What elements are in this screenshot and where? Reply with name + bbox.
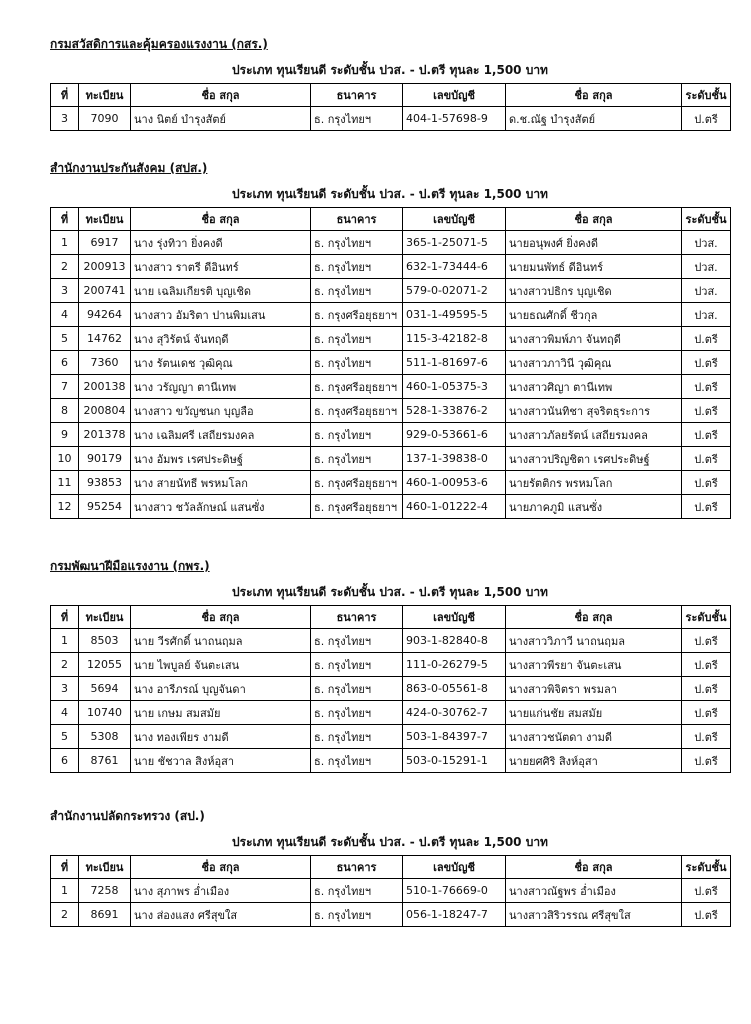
col-student-name-cell: นางสาวณัฐพร อ่ำเมือง (506, 879, 682, 903)
col-student-name-cell: นายธณศักดิ์ ชีวกุล (506, 303, 682, 327)
col-level-header: ระดับชั้น (682, 84, 731, 107)
col-account-cell: 111-0-26279-5 (403, 653, 506, 677)
col-level-cell: ป.ตรี (682, 903, 731, 927)
col-reg-cell: 6917 (79, 231, 131, 255)
col-level-cell: ป.ตรี (682, 375, 731, 399)
table-row (51, 495, 731, 519)
col-bank-cell: ธ. กรุงศรีอยุธยาฯ (311, 399, 403, 423)
col-account-cell: 424-0-30762-7 (403, 701, 506, 725)
col-level-cell: ป.ตรี (682, 495, 731, 519)
col-bank-cell: ธ. กรุงศรีอยุธยาฯ (311, 303, 403, 327)
col-reg-header: ทะเบียน (79, 606, 131, 629)
col-no-cell: 9 (51, 423, 79, 447)
col-account-cell: 056-1-18247-7 (403, 903, 506, 927)
col-bank-cell: ธ. กรุงไทยฯ (311, 231, 403, 255)
col-account-header: เลขบัญชี (403, 856, 506, 879)
col-reg-cell: 7360 (79, 351, 131, 375)
col-reg-cell: 201378 (79, 423, 131, 447)
table-row (51, 629, 731, 653)
col-parent-name-cell: นาย เกษม สมสมัย (131, 701, 311, 725)
col-account-cell: 579-0-02071-2 (403, 279, 506, 303)
table-row (51, 701, 731, 725)
col-account-cell: 929-0-53661-6 (403, 423, 506, 447)
col-level-cell: ป.ตรี (682, 653, 731, 677)
col-parent-name-cell: นาง รุ่งทิวา ยิ่งคงดี (131, 231, 311, 255)
col-account-cell: 460-1-01222-4 (403, 495, 506, 519)
table-row (51, 423, 731, 447)
scholarship-table (50, 207, 731, 519)
table-header-row (51, 606, 731, 629)
col-level-cell: ปวส. (682, 231, 731, 255)
col-bank-cell: ธ. กรุงไทยฯ (311, 255, 403, 279)
col-account-cell: 137-1-39838-0 (403, 447, 506, 471)
col-no-header: ที่ (51, 84, 79, 107)
col-no-cell: 11 (51, 471, 79, 495)
table-row (51, 677, 731, 701)
col-level-cell: ป.ตรี (682, 423, 731, 447)
col-level-header: ระดับชั้น (682, 606, 731, 629)
col-no-cell: 6 (51, 351, 79, 375)
col-reg-cell: 90179 (79, 447, 131, 471)
section-kpr (50, 558, 730, 773)
col-reg-cell: 8761 (79, 749, 131, 773)
col-student-name-cell: นางสาวปธิกร บุญเชิด (506, 279, 682, 303)
col-no-cell: 2 (51, 903, 79, 927)
col-no-cell: 7 (51, 375, 79, 399)
col-bank-cell: ธ. กรุงไทยฯ (311, 749, 403, 773)
col-student-name-cell: นายภาคภูมิ แสนซั่ง (506, 495, 682, 519)
col-parent-name-cell: นาง สุวิรัตน์ จันทฤดี (131, 327, 311, 351)
col-level-cell: ป.ตรี (682, 879, 731, 903)
col-parent-name-header: ชื่อ สกุล (131, 208, 311, 231)
col-student-name-cell: นายมนพัทธ์ ดีอินทร์ (506, 255, 682, 279)
scholarship-table (50, 855, 731, 927)
col-bank-header: ธนาคาร (311, 606, 403, 629)
col-bank-cell: ธ. กรุงไทยฯ (311, 701, 403, 725)
table-header-row (51, 84, 731, 107)
col-student-name-cell: นางสาวศิญา ตานีเทพ (506, 375, 682, 399)
col-student-name-cell: นายแก่นชัย สมสมัย (506, 701, 682, 725)
col-bank-cell: ธ. กรุงไทยฯ (311, 423, 403, 447)
col-parent-name-header: ชื่อ สกุล (131, 606, 311, 629)
col-parent-name-cell: นาย ชัชวาล สิงห์อุสา (131, 749, 311, 773)
col-no-cell: 10 (51, 447, 79, 471)
table-row (51, 749, 731, 773)
col-student-name-cell: นางสาววิภาวี นาถนฤมล (506, 629, 682, 653)
col-account-cell: 528-1-33876-2 (403, 399, 506, 423)
section-sp (50, 808, 730, 927)
section-title: สำนักงานประกันสังคม (สปส.) (50, 161, 208, 175)
col-student-name-header: ชื่อ สกุล (506, 606, 682, 629)
col-reg-cell: 12055 (79, 653, 131, 677)
col-parent-name-cell: นาง สุภาพร อ่ำเมือง (131, 879, 311, 903)
col-account-header: เลขบัญชี (403, 606, 506, 629)
col-level-cell: ป.ตรี (682, 471, 731, 495)
col-reg-cell: 8503 (79, 629, 131, 653)
col-parent-name-cell: นางสาว ราตรี ดีอินทร์ (131, 255, 311, 279)
col-bank-cell: ธ. กรุงไทยฯ (311, 903, 403, 927)
section-title: กรมพัฒนาฝีมือแรงงาน (กพร.) (50, 559, 210, 573)
table-row (51, 279, 731, 303)
section-kasor (50, 36, 730, 131)
col-bank-header: ธนาคาร (311, 856, 403, 879)
col-bank-cell: ธ. กรุงไทยฯ (311, 629, 403, 653)
col-no-cell: 5 (51, 725, 79, 749)
table-row (51, 725, 731, 749)
col-parent-name-cell: นาง นิตย์ บำรุงสัตย์ (131, 107, 311, 131)
col-level-cell: ป.ตรี (682, 351, 731, 375)
section-subtitle: ประเภท ทุนเรียนดี ระดับชั้น ปวส. - ป.ตรี ทุนละ 1,500 บาท (232, 835, 548, 849)
section-subtitle: ประเภท ทุนเรียนดี ระดับชั้น ปวส. - ป.ตรี ทุนละ 1,500 บาท (232, 63, 548, 77)
col-account-cell: 460-1-05375-3 (403, 375, 506, 399)
table-row (51, 231, 731, 255)
col-no-cell: 1 (51, 879, 79, 903)
col-account-cell: 404-1-57698-9 (403, 107, 506, 131)
table-row (51, 255, 731, 279)
col-level-cell: ป.ตรี (682, 107, 731, 131)
col-parent-name-header: ชื่อ สกุล (131, 856, 311, 879)
scholarship-table (50, 83, 731, 131)
col-bank-cell: ธ. กรุงศรีอยุธยาฯ (311, 375, 403, 399)
col-level-cell: ปวส. (682, 279, 731, 303)
table-row (51, 447, 731, 471)
col-reg-header: ทะเบียน (79, 208, 131, 231)
col-bank-cell: ธ. กรุงไทยฯ (311, 725, 403, 749)
col-no-cell: 5 (51, 327, 79, 351)
col-account-cell: 903-1-82840-8 (403, 629, 506, 653)
col-parent-name-cell: นาย เฉลิมเกียรติ บุญเชิด (131, 279, 311, 303)
col-level-cell: ป.ตรี (682, 749, 731, 773)
col-no-header: ที่ (51, 208, 79, 231)
col-student-name-cell: นางสาวพิมพ์ภา จันทฤดี (506, 327, 682, 351)
col-reg-cell: 95254 (79, 495, 131, 519)
col-reg-cell: 94264 (79, 303, 131, 327)
table-row (51, 375, 731, 399)
col-level-cell: ปวส. (682, 303, 731, 327)
section-title: กรมสวัสดิการและคุ้มครองแรงงาน (กสร.) (50, 37, 268, 51)
col-student-name-cell: นางสาวภัลยรัตน์ เสถียรมงคล (506, 423, 682, 447)
col-bank-cell: ธ. กรุงไทยฯ (311, 653, 403, 677)
col-account-header: เลขบัญชี (403, 208, 506, 231)
table-row (51, 653, 731, 677)
col-level-header: ระดับชั้น (682, 856, 731, 879)
section-title: สำนักงานปลัดกระทรวง (สป.) (50, 809, 205, 823)
col-no-cell: 4 (51, 701, 79, 725)
col-no-cell: 1 (51, 629, 79, 653)
col-no-cell: 3 (51, 107, 79, 131)
col-reg-cell: 200804 (79, 399, 131, 423)
col-bank-cell: ธ. กรุงไทยฯ (311, 327, 403, 351)
col-student-name-cell: นางสาวชนัตดา งามดี (506, 725, 682, 749)
col-student-name-cell: นางสาวนันทิชา สุจริตธุระการ (506, 399, 682, 423)
col-level-header: ระดับชั้น (682, 208, 731, 231)
col-no-cell: 2 (51, 255, 79, 279)
col-reg-cell: 14762 (79, 327, 131, 351)
table-row (51, 327, 731, 351)
col-account-cell: 511-1-81697-6 (403, 351, 506, 375)
table-row (51, 879, 731, 903)
col-reg-cell: 10740 (79, 701, 131, 725)
col-level-cell: ป.ตรี (682, 447, 731, 471)
col-parent-name-cell: นาง อัมพร เรศประดิษฐ์ (131, 447, 311, 471)
col-bank-cell: ธ. กรุงศรีอยุธยาฯ (311, 495, 403, 519)
col-parent-name-header: ชื่อ สกุล (131, 84, 311, 107)
section-sps (50, 160, 730, 519)
col-student-name-cell: นางสาวภาวินี วุฒิคุณ (506, 351, 682, 375)
col-reg-cell: 200138 (79, 375, 131, 399)
col-level-cell: ป.ตรี (682, 399, 731, 423)
col-level-cell: ป.ตรี (682, 327, 731, 351)
col-reg-cell: 5694 (79, 677, 131, 701)
col-no-header: ที่ (51, 856, 79, 879)
col-account-cell: 365-1-25071-5 (403, 231, 506, 255)
col-reg-header: ทะเบียน (79, 84, 131, 107)
col-account-cell: 503-1-84397-7 (403, 725, 506, 749)
col-bank-header: ธนาคาร (311, 84, 403, 107)
col-account-cell: 863-0-05561-8 (403, 677, 506, 701)
col-student-name-cell: นายยศศิริ สิงห์อุสา (506, 749, 682, 773)
col-student-name-header: ชื่อ สกุล (506, 208, 682, 231)
col-student-name-cell: นางสาวปริญชิตา เรศประดิษฐ์ (506, 447, 682, 471)
col-reg-cell: 93853 (79, 471, 131, 495)
col-bank-cell: ธ. กรุงไทยฯ (311, 279, 403, 303)
col-reg-cell: 7090 (79, 107, 131, 131)
col-reg-header: ทะเบียน (79, 856, 131, 879)
col-parent-name-cell: นาง ทองเพียร งามดี (131, 725, 311, 749)
col-student-name-header: ชื่อ สกุล (506, 856, 682, 879)
col-no-cell: 2 (51, 653, 79, 677)
col-parent-name-cell: นางสาว ชวัลลักษณ์ แสนซั่ง (131, 495, 311, 519)
col-parent-name-cell: นาย วีรศักดิ์ นาถนฤมล (131, 629, 311, 653)
col-no-cell: 3 (51, 677, 79, 701)
col-bank-header: ธนาคาร (311, 208, 403, 231)
col-bank-cell: ธ. กรุงไทยฯ (311, 107, 403, 131)
col-bank-cell: ธ. กรุงไทยฯ (311, 879, 403, 903)
col-bank-cell: ธ. กรุงไทยฯ (311, 351, 403, 375)
col-no-cell: 8 (51, 399, 79, 423)
col-reg-cell: 7258 (79, 879, 131, 903)
col-student-name-cell: นางสาวสิริวรรณ ศรีสุขใส (506, 903, 682, 927)
col-account-cell: 632-1-73444-6 (403, 255, 506, 279)
table-header-row (51, 208, 731, 231)
col-account-cell: 503-0-15291-1 (403, 749, 506, 773)
col-level-cell: ป.ตรี (682, 725, 731, 749)
col-no-cell: 12 (51, 495, 79, 519)
col-bank-cell: ธ. กรุงไทยฯ (311, 677, 403, 701)
col-student-name-cell: นางสาวพิจิตรา พรมลา (506, 677, 682, 701)
col-bank-cell: ธ. กรุงศรีอยุธยาฯ (311, 471, 403, 495)
col-parent-name-cell: นาง สายนัทธี พรหมโลก (131, 471, 311, 495)
col-account-header: เลขบัญชี (403, 84, 506, 107)
col-level-cell: ป.ตรี (682, 701, 731, 725)
table-header-row (51, 856, 731, 879)
col-reg-cell: 8691 (79, 903, 131, 927)
col-no-cell: 6 (51, 749, 79, 773)
col-no-cell: 3 (51, 279, 79, 303)
section-subtitle: ประเภท ทุนเรียนดี ระดับชั้น ปวส. - ป.ตรี ทุนละ 1,500 บาท (232, 585, 548, 599)
col-level-cell: ป.ตรี (682, 629, 731, 653)
col-parent-name-cell: นาง อารีภรณ์ บุญจันดา (131, 677, 311, 701)
col-parent-name-cell: นาง วรัญญา ตานีเทพ (131, 375, 311, 399)
col-no-header: ที่ (51, 606, 79, 629)
col-reg-cell: 200741 (79, 279, 131, 303)
col-student-name-cell: ด.ช.ณัฐ บำรุงสัตย์ (506, 107, 682, 131)
col-student-name-header: ชื่อ สกุล (506, 84, 682, 107)
table-row (51, 399, 731, 423)
section-subtitle: ประเภท ทุนเรียนดี ระดับชั้น ปวส. - ป.ตรี ทุนละ 1,500 บาท (232, 187, 548, 201)
col-level-cell: ป.ตรี (682, 677, 731, 701)
col-no-cell: 4 (51, 303, 79, 327)
col-no-cell: 1 (51, 231, 79, 255)
col-parent-name-cell: นาง ส่องแสง ศรีสุขใส (131, 903, 311, 927)
col-student-name-cell: นายรัตติกร พรหมโลก (506, 471, 682, 495)
col-account-cell: 460-1-00953-6 (403, 471, 506, 495)
table-row (51, 471, 731, 495)
col-student-name-cell: นายอนุพงศ์ ยิ่งคงดี (506, 231, 682, 255)
table-row (51, 903, 731, 927)
scholarship-table (50, 605, 731, 773)
col-bank-cell: ธ. กรุงไทยฯ (311, 447, 403, 471)
table-row (51, 351, 731, 375)
table-row (51, 303, 731, 327)
col-parent-name-cell: นาย ไพบูลย์ จันตะเสน (131, 653, 311, 677)
col-account-cell: 510-1-76669-0 (403, 879, 506, 903)
col-reg-cell: 200913 (79, 255, 131, 279)
col-reg-cell: 5308 (79, 725, 131, 749)
table-row (51, 107, 731, 131)
col-parent-name-cell: นาง เฉลิมศรี เสถียรมงคล (131, 423, 311, 447)
col-account-cell: 115-3-42182-8 (403, 327, 506, 351)
col-parent-name-cell: นางสาว ขวัญชนก บุญลือ (131, 399, 311, 423)
col-student-name-cell: นางสาวพีรยา จันตะเสน (506, 653, 682, 677)
col-account-cell: 031-1-49595-5 (403, 303, 506, 327)
col-parent-name-cell: นาง รัตนเดช วุฒิคุณ (131, 351, 311, 375)
col-level-cell: ปวส. (682, 255, 731, 279)
col-parent-name-cell: นางสาว อัมริตา ปานพิมเสน (131, 303, 311, 327)
